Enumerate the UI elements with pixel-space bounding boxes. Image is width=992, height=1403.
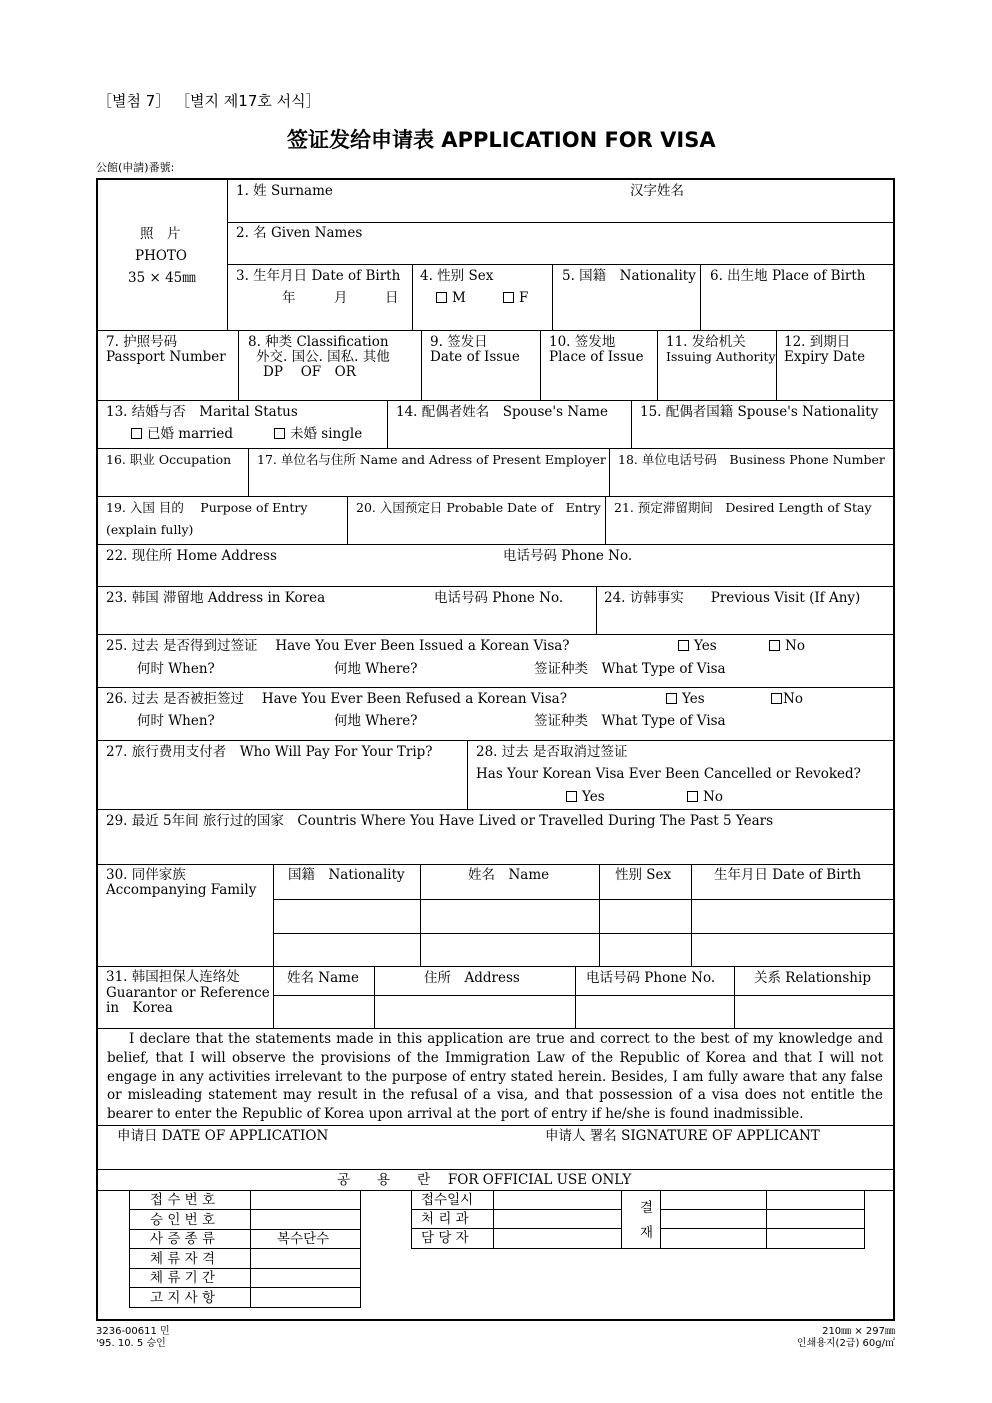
photo-label-en: PHOTO (135, 248, 187, 264)
no-label: No (703, 789, 723, 805)
divider (273, 864, 274, 966)
countries-visited-label: 29. 最近 5年间 旅行过的国家 Countris Where You Have Lived or Travelled During The Past 5 Years (106, 813, 774, 829)
marital-status-label: 13. 结婚与否 Marital Status (106, 404, 298, 420)
checkbox-icon[interactable] (771, 693, 782, 704)
guarantor-col-phone: 电话号码 Phone No. (586, 970, 716, 986)
divider (540, 330, 541, 400)
divider (97, 809, 893, 810)
official-row-label: 접수일시 (421, 1192, 474, 1208)
declaration-text: I declare that the statements made in this application are true and correct to the best of my knowledge and belief, that I will observe the provisions of the Immigration Law of the Republic of Korea and that I will not engage in any activities irrelevant to the purpose of entry stated herein. Besides, I am fully aware that any false or misleading statement may result in the refusal of a visa, and that possession of a visa does not entitle the bearer to enter the Republic of Korea upon arrival at the port of entry if he/she is found inadmissible. (107, 1031, 883, 1123)
photo-label-cn: 照 片 (140, 226, 181, 242)
guarantor-label-en: Guarantor or Reference (106, 985, 270, 1001)
official-row-label: 접 수 번 호 (150, 1192, 216, 1208)
divider (227, 264, 893, 265)
approval-label: 재 (640, 1225, 654, 1241)
divider (97, 864, 893, 865)
divider (605, 496, 606, 544)
divider (97, 966, 893, 967)
dob-month-label: 月 (334, 290, 348, 306)
official-row-label: 사 증 종 류 (150, 1231, 216, 1247)
date-of-application-label: 申请日 DATE OF APPLICATION (117, 1128, 329, 1144)
checkbox-icon[interactable] (666, 693, 677, 704)
visa-issued-yes-option[interactable] (678, 638, 717, 654)
purpose-of-entry-label: 19. 入国 目的 Purpose of Entry (106, 500, 308, 515)
single-label: 未婚 single (290, 426, 363, 442)
official-row-label: 처 리 과 (421, 1211, 469, 1227)
divider (273, 995, 893, 996)
divider (387, 400, 388, 448)
checkbox-icon[interactable] (687, 791, 698, 802)
korea-phone-label: 电话号码 Phone No. (434, 590, 564, 606)
visa-refused-when-label: 何时 When? (137, 713, 215, 729)
home-phone-label: 电话号码 Phone No. (503, 548, 633, 564)
surname-label: 1. 姓 Surname (236, 183, 333, 199)
dob-year-label: 年 (282, 290, 296, 306)
divider (97, 1125, 893, 1126)
surname-field[interactable] (230, 200, 892, 222)
nationality-label: 5. 国籍 Nationality (562, 268, 696, 284)
divider (97, 740, 893, 741)
passport-number-label-en: Passport Number (106, 349, 226, 365)
visa-issued-no-option[interactable] (769, 638, 805, 654)
countries-visited-field[interactable] (100, 832, 890, 862)
visa-type-value: 복수단수 (277, 1231, 330, 1247)
sex-female-option[interactable] (503, 290, 528, 306)
approval-date: '95. 10. 5 승인 (96, 1338, 166, 1349)
guarantor-col-name: 姓名 Name (287, 970, 359, 986)
spouse-name-label: 14. 配偶者姓名 Spouse's Name (396, 404, 608, 420)
visa-issued-type-label: 签证种类 What Type of Visa (534, 661, 726, 677)
given-names-label: 2. 名 Given Names (236, 225, 363, 241)
previous-visit-label: 24. 访韩事实 Previous Visit (If Any) (604, 590, 861, 606)
length-of-stay-label: 21. 预定滞留期间 Desired Length of Stay (614, 500, 872, 515)
checkbox-icon[interactable] (274, 428, 285, 439)
yes-label: Yes (682, 691, 705, 707)
divider (273, 899, 893, 900)
passport-number-label-cn: 7. 护照号码 (106, 334, 178, 350)
visa-refused-question: 26. 过去 是否被拒签过 Have You Ever Been Refused a Korean Visa? (106, 691, 567, 707)
place-of-issue-label-cn: 10. 签发地 (549, 334, 616, 350)
trip-payer-label: 27. 旅行费用支付者 Who Will Pay For Your Trip? (106, 744, 433, 760)
official-right-table (411, 1190, 865, 1249)
checkbox-icon[interactable] (436, 292, 447, 303)
divider (734, 966, 735, 1028)
form-code: 3236-00611 민 (96, 1326, 170, 1337)
issuing-authority-label-cn: 11. 发给机关 (666, 334, 746, 350)
divider (97, 1169, 893, 1170)
visa-refused-where-label: 何地 Where? (334, 713, 418, 729)
consulate-number-label: 公館(申請)番號: (96, 161, 175, 174)
divider (97, 544, 893, 545)
checkbox-icon[interactable] (566, 791, 577, 802)
visa-issued-where-label: 何地 Where? (334, 661, 418, 677)
divider (609, 448, 610, 496)
family-col-dob: 生年月日 Date of Birth (714, 867, 862, 883)
home-address-label: 22. 现住所 Home Address (106, 548, 277, 564)
no-label: No (785, 638, 805, 654)
official-row-label: 체 류 기 간 (150, 1270, 216, 1286)
divider (238, 330, 239, 400)
signature-label: 申请人 署名 SIGNATURE OF APPLICANT (545, 1128, 820, 1144)
place-of-birth-label: 6. 出生地 Place of Birth (710, 268, 866, 284)
official-row-label: 담 당 자 (421, 1230, 469, 1246)
guarantor-col-relationship: 关系 Relationship (754, 970, 871, 986)
photo-area[interactable] (98, 180, 227, 330)
visa-cancelled-no-option[interactable] (687, 789, 723, 805)
signature-field[interactable] (100, 1146, 890, 1168)
family-label-cn: 30. 同伴家族 (106, 867, 186, 883)
official-row-label: 체 류 자 격 (150, 1251, 216, 1267)
purpose-explain-label: (explain fully) (106, 522, 194, 537)
official-row-label: 고 지 사 항 (150, 1290, 216, 1306)
occupation-label: 16. 职业 Occupation (106, 452, 232, 467)
home-address-field[interactable] (100, 566, 890, 586)
divider (97, 496, 893, 497)
given-names-field[interactable] (230, 242, 892, 264)
visa-refused-yes-option[interactable] (666, 691, 705, 707)
dob-day-label: 日 (385, 290, 399, 306)
divider (575, 966, 576, 1028)
yes-label: Yes (582, 789, 605, 805)
classification-options-en: DP OF OR (263, 364, 356, 380)
married-label: 已婚 married (147, 426, 233, 442)
visa-issued-question: 25. 过去 是否得到过签证 Have You Ever Been Issued a Korean Visa? (106, 638, 570, 654)
divider (273, 933, 893, 934)
paper-type: 인쇄용지(2급) 60g/㎡ (796, 1338, 895, 1349)
divider (691, 864, 692, 966)
form-reference: ［별첨 7］ ［별지 제17호 서식］ (97, 92, 321, 110)
guarantor-col-address: 住所 Address (424, 970, 520, 986)
divider (596, 586, 597, 634)
spouse-nationality-label: 15. 配偶者国籍 Spouse's Nationality (640, 404, 879, 420)
divider (467, 740, 468, 809)
photo-size: 35 × 45㎜ (128, 270, 196, 286)
guarantor-label-cn: 31. 韩国担保人连络处 (106, 969, 240, 985)
issuing-authority-label-en: Issuing Authority (666, 349, 776, 364)
sex-label: 4. 性别 Sex (420, 268, 494, 284)
divider (97, 400, 893, 401)
classification-options-cn: 外交. 国公. 国私. 其他 (256, 349, 390, 365)
divider (599, 864, 600, 966)
classification-label: 8. 种类 Classification (248, 334, 389, 350)
divider (347, 496, 348, 544)
checkbox-icon[interactable] (678, 640, 689, 651)
divider (412, 264, 413, 330)
marital-single-option[interactable] (274, 426, 362, 442)
divider (97, 586, 893, 587)
page-title: 签证发给申请表 APPLICATION FOR VISA (287, 128, 716, 152)
divider (700, 264, 701, 330)
divider (657, 330, 658, 400)
yes-label: Yes (694, 638, 717, 654)
divider (776, 330, 777, 400)
divider (248, 448, 249, 496)
family-col-sex: 性别 Sex (615, 867, 672, 883)
family-label-en: Accompanying Family (106, 882, 257, 898)
family-col-nationality: 国籍 Nationality (288, 867, 405, 883)
dob-label: 3. 生年月日 Date of Birth (236, 268, 401, 284)
paper-size: 210㎜ × 297㎜ (822, 1326, 895, 1337)
divider (97, 687, 893, 688)
no-label: No (783, 691, 803, 707)
date-of-issue-label-en: Date of Issue (430, 349, 520, 365)
divider (227, 222, 893, 223)
divider (97, 1028, 893, 1029)
divider (97, 330, 893, 331)
visa-cancelled-question: Has Your Korean Visa Ever Been Cancelled or Revoked? (476, 766, 861, 782)
visa-cancelled-yes-option[interactable] (566, 789, 605, 805)
sex-male-label: M (452, 290, 466, 306)
divider (97, 634, 893, 635)
date-of-issue-label-cn: 9. 签发日 (430, 334, 488, 350)
korea-address-label: 23. 韩国 滞留地 Address in Korea (106, 590, 326, 606)
divider (374, 966, 375, 1028)
official-row-label: 승 인 번 호 (150, 1212, 216, 1228)
place-of-issue-label-en: Place of Issue (549, 349, 644, 365)
marital-married-option[interactable] (131, 426, 233, 442)
guarantor-label-en2: in Korea (106, 1000, 173, 1016)
sex-female-label: F (519, 290, 529, 306)
employer-label: 17. 单位名与住所 Name and Adress of Present Employer (257, 452, 606, 467)
approval-label: 결 (640, 1200, 654, 1216)
official-use-title: 공 용 란 FOR OFFICIAL USE ONLY (337, 1172, 632, 1188)
checkbox-icon[interactable] (503, 292, 514, 303)
expiry-date-label-en: Expiry Date (784, 349, 866, 365)
checkbox-icon[interactable] (769, 640, 780, 651)
divider (227, 180, 228, 330)
hanja-name-label: 汉字姓名 (630, 183, 684, 199)
divider (273, 966, 274, 1028)
divider (421, 330, 422, 400)
divider (631, 400, 632, 448)
divider (420, 864, 421, 966)
divider (97, 448, 893, 449)
divider (552, 264, 553, 330)
visa-refused-no-option[interactable] (771, 691, 803, 707)
visa-cancelled-label-cn: 28. 过去 是否取消过签证 (476, 744, 628, 760)
sex-male-option[interactable] (436, 290, 466, 306)
visa-issued-when-label: 何时 When? (137, 661, 215, 677)
entry-date-label: 20. 入国预定日 Probable Date of Entry (356, 500, 601, 515)
expiry-date-label-cn: 12. 到期日 (784, 334, 851, 350)
family-col-name: 姓名 Name (468, 867, 550, 883)
checkbox-icon[interactable] (131, 428, 142, 439)
visa-refused-type-label: 签证种类 What Type of Visa (534, 713, 726, 729)
business-phone-label: 18. 单位电话号码 Business Phone Number (618, 452, 885, 467)
